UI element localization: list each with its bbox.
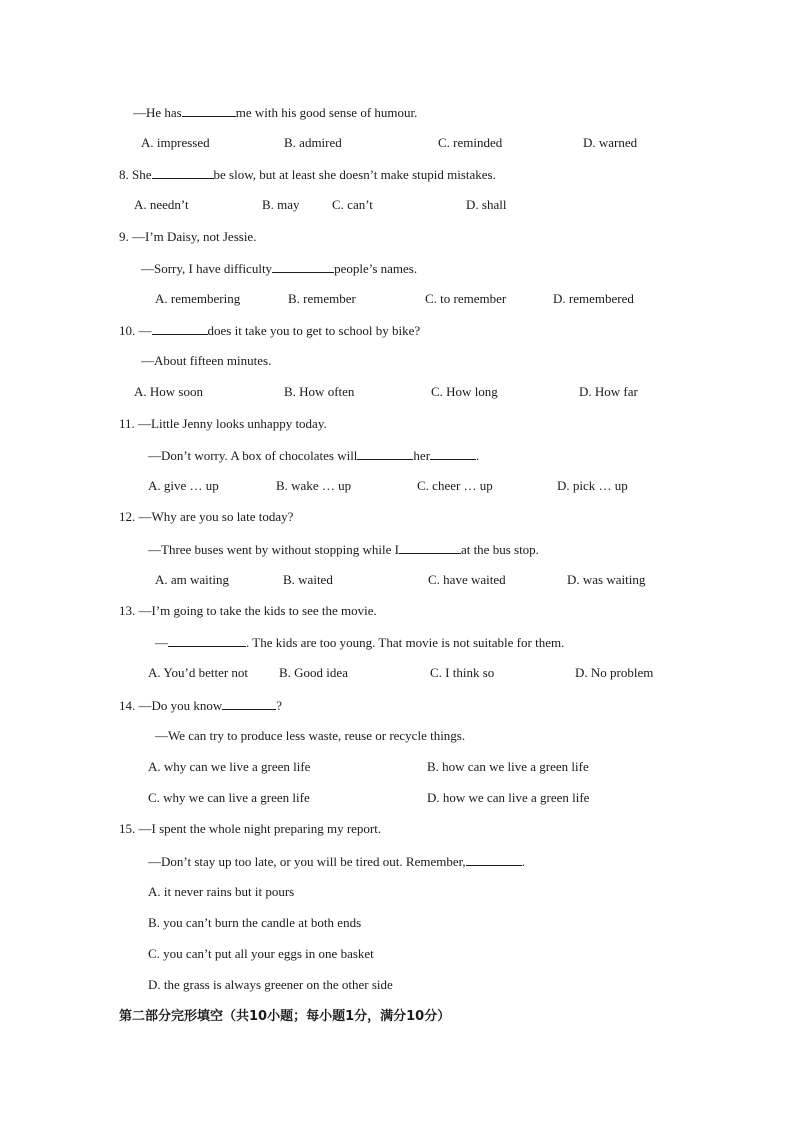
q12-option-a[interactable]: A. am waiting — [155, 572, 230, 587]
q13-stem: 13. —I’m going to take the kids to see the movie. — [119, 603, 377, 618]
answer-blank[interactable] — [466, 853, 522, 866]
q14-option-a[interactable]: A. why can we live a green life — [148, 759, 311, 774]
answer-blank[interactable] — [430, 447, 476, 460]
q14-stem: 14. —Do you know ? — [119, 698, 283, 713]
q13-response: — . The kids are too young. That movie is not suitable for them. — [155, 635, 565, 650]
q15-option-a[interactable]: A. it never rains but it pours — [148, 884, 295, 899]
q11-stem: 11. —Little Jenny looks unhappy today. — [119, 416, 327, 431]
answer-blank[interactable] — [399, 541, 461, 554]
q10-option-c[interactable]: C. How long — [431, 384, 498, 399]
q14-option-d[interactable]: D. how we can live a green life — [427, 790, 590, 805]
answer-blank[interactable] — [152, 322, 208, 335]
q7-option-d[interactable]: D. warned — [583, 135, 638, 150]
q7-response: —He has me with his good sense of humour. — [133, 105, 418, 120]
q8-option-d[interactable]: D. shall — [466, 197, 507, 212]
q12-option-b[interactable]: B. waited — [283, 572, 333, 587]
q7-option-b[interactable]: B. admired — [284, 135, 342, 150]
q13-option-a[interactable]: A. You’d better not — [148, 665, 249, 680]
q9-response: —Sorry, I have difficulty people’s names. — [141, 261, 418, 276]
q9-stem: 9. —I’m Daisy, not Jessie. — [119, 229, 257, 244]
answer-blank[interactable] — [222, 697, 276, 710]
q9-option-a[interactable]: A. remembering — [155, 291, 241, 306]
q11-option-a[interactable]: A. give … up — [148, 478, 219, 493]
q9-option-c[interactable]: C. to remember — [425, 291, 507, 306]
q10-option-a[interactable]: A. How soon — [134, 384, 203, 399]
section-heading: 第二部分完形填空（共10小题；每小题1分，满分10分） — [119, 1009, 451, 1024]
q13-option-b[interactable]: B. Good idea — [279, 665, 348, 680]
q7-option-c[interactable]: C. reminded — [438, 135, 503, 150]
q15-stem: 15. —I spent the whole night preparing my report. — [119, 821, 382, 836]
q10-option-d[interactable]: D. How far — [579, 384, 638, 399]
q14-option-c[interactable]: C. why we can live a green life — [148, 790, 310, 805]
answer-blank[interactable] — [272, 260, 334, 273]
q13-option-d[interactable]: D. No problem — [575, 665, 654, 680]
q8-option-c[interactable]: C. can’t — [332, 197, 373, 212]
answer-blank[interactable] — [182, 104, 236, 117]
q15-response: —Don’t stay up too late, or you will be tired out. Remember, . — [148, 854, 525, 869]
q14-response: —We can try to produce less waste, reuse or recycle things. — [155, 728, 466, 743]
q11-option-c[interactable]: C. cheer … up — [417, 478, 493, 493]
q11-option-b[interactable]: B. wake … up — [276, 478, 352, 493]
q9-option-b[interactable]: B. remember — [288, 291, 356, 306]
q14-option-b[interactable]: B. how can we live a green life — [427, 759, 589, 774]
q10-stem: 10. — does it take you to get to school by bike? — [119, 323, 421, 338]
answer-blank[interactable] — [357, 447, 413, 460]
q9-option-d[interactable]: D. remembered — [553, 291, 634, 306]
q12-option-d[interactable]: D. was waiting — [567, 572, 646, 587]
q8-stem: 8. She be slow, but at least she doesn’t make stupid mistakes. — [119, 167, 496, 182]
q10-response: —About fifteen minutes. — [141, 353, 272, 368]
q15-option-b[interactable]: B. you can’t burn the candle at both ends — [148, 915, 362, 930]
answer-blank[interactable] — [152, 166, 214, 179]
q7-option-a[interactable]: A. impressed — [141, 135, 210, 150]
q15-option-c[interactable]: C. you can’t put all your eggs in one basket — [148, 946, 374, 961]
q12-response: —Three buses went by without stopping while I at the bus stop. — [148, 542, 539, 557]
q15-option-d[interactable]: D. the grass is always greener on the other side — [148, 977, 393, 992]
q12-option-c[interactable]: C. have waited — [428, 572, 506, 587]
q11-option-d[interactable]: D. pick … up — [557, 478, 628, 493]
q13-option-c[interactable]: C. I think so — [430, 665, 495, 680]
q8-option-b[interactable]: B. may — [262, 197, 300, 212]
q12-stem: 12. —Why are you so late today? — [119, 509, 294, 524]
q8-option-a[interactable]: A. needn’t — [134, 197, 189, 212]
answer-blank[interactable] — [168, 634, 246, 647]
q11-response: —Don’t worry. A box of chocolates will her . — [148, 448, 480, 463]
q10-option-b[interactable]: B. How often — [284, 384, 355, 399]
